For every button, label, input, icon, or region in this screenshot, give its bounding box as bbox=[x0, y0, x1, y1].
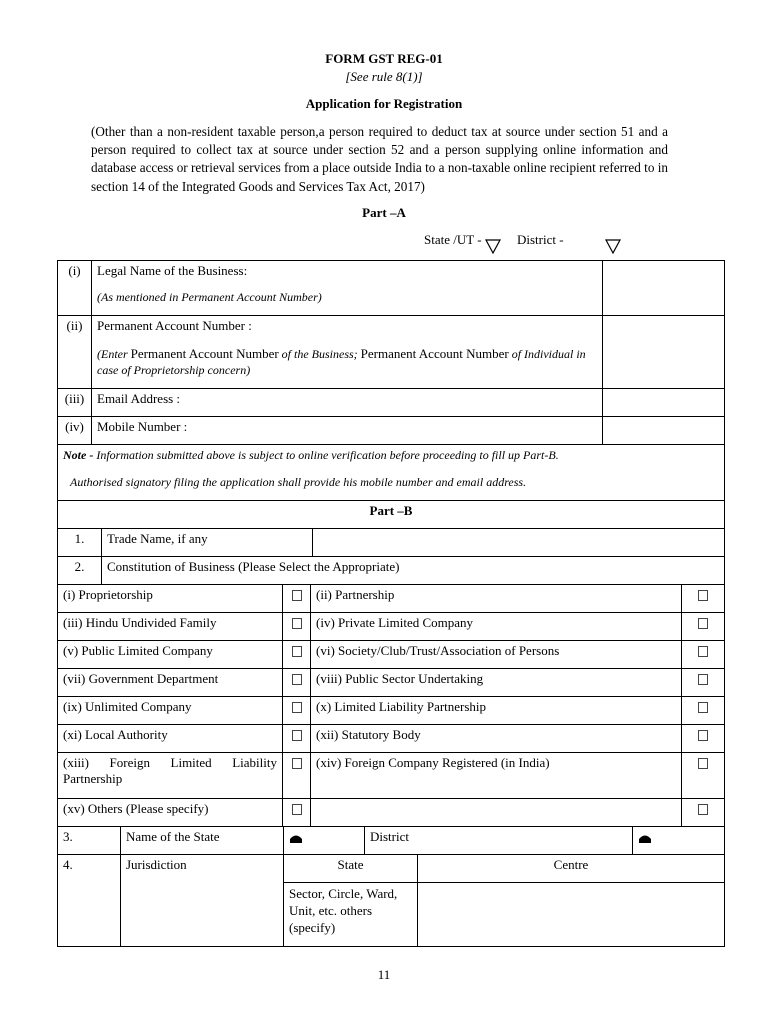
jurisdiction-centre-field[interactable] bbox=[418, 883, 725, 947]
table-row bbox=[58, 855, 725, 883]
checkbox-public-limited[interactable] bbox=[283, 641, 311, 669]
form-title: FORM GST REG-01 bbox=[325, 51, 443, 66]
table-row bbox=[58, 697, 725, 725]
table-row bbox=[58, 501, 725, 529]
table-row bbox=[58, 585, 725, 613]
state-dropdown-icon[interactable] bbox=[485, 238, 501, 254]
table-row bbox=[58, 799, 725, 827]
option-public-limited: (v) Public Limited Company bbox=[58, 641, 283, 669]
table-row bbox=[58, 261, 725, 316]
option-local-authority: (xi) Local Authority bbox=[58, 725, 283, 753]
part-b-heading: Part –B bbox=[58, 501, 725, 529]
district-select[interactable] bbox=[633, 827, 725, 855]
table-row bbox=[58, 316, 725, 389]
option-llp: (x) Limited Liability Partnership bbox=[311, 697, 682, 725]
option-unlimited-company: (ix) Unlimited Company bbox=[58, 697, 283, 725]
checkbox-psu[interactable] bbox=[682, 669, 725, 697]
checkbox-foreign-company[interactable] bbox=[682, 753, 725, 799]
checkbox-others-specify[interactable] bbox=[682, 799, 725, 827]
option-psu: (viii) Public Sector Undertaking bbox=[311, 669, 682, 697]
table-row bbox=[58, 445, 725, 501]
others-specify-field[interactable] bbox=[311, 799, 682, 827]
note-text-2: Authorised signatory filing the application shall provide his mobile number and email address. bbox=[70, 475, 527, 489]
note-text: Information submitted above is subject to online verification before proceeding to fill up Part-B. bbox=[96, 448, 559, 462]
table-row bbox=[58, 613, 725, 641]
row-number: 2. bbox=[58, 557, 102, 585]
table-row bbox=[58, 529, 725, 557]
option-society: (vi) Society/Club/Trust/Association of Persons bbox=[311, 641, 682, 669]
pan-note-part: of the Business; bbox=[281, 347, 358, 361]
jurisdiction-centre-header: Centre bbox=[418, 855, 725, 883]
table-row bbox=[58, 389, 725, 417]
checkbox-partnership[interactable] bbox=[682, 585, 725, 613]
legal-name-note: (As mentioned in Permanent Account Number) bbox=[97, 290, 322, 304]
part-a-table bbox=[57, 260, 725, 501]
mobile-field[interactable] bbox=[603, 417, 725, 445]
option-private-limited: (iv) Private Limited Company bbox=[311, 613, 682, 641]
checkbox-others[interactable] bbox=[283, 799, 311, 827]
option-government-department: (vii) Government Department bbox=[58, 669, 283, 697]
district-dropdown-icon[interactable] bbox=[605, 238, 621, 254]
state-dropdown-icon[interactable] bbox=[289, 832, 303, 844]
checkbox-private-limited[interactable] bbox=[682, 613, 725, 641]
pan-note-part: (Enter bbox=[97, 347, 128, 361]
checkbox-society[interactable] bbox=[682, 641, 725, 669]
checkbox-statutory-body[interactable] bbox=[682, 725, 725, 753]
checkbox-local-authority[interactable] bbox=[283, 725, 311, 753]
jurisdiction-state-header: State bbox=[284, 855, 418, 883]
checkbox-proprietorship[interactable] bbox=[283, 585, 311, 613]
row-number: (iii) bbox=[58, 389, 92, 417]
form-subtitle: Application for Registration bbox=[305, 96, 463, 111]
table-row bbox=[58, 641, 725, 669]
pan-cell bbox=[92, 316, 603, 389]
pan-label: Permanent Account Number : bbox=[97, 318, 252, 333]
legal-name-field[interactable] bbox=[603, 261, 725, 316]
note-label: Note - bbox=[63, 448, 94, 462]
option-statutory-body: (xii) Statutory Body bbox=[311, 725, 682, 753]
row-number: 3. bbox=[58, 827, 121, 855]
email-label: Email Address : bbox=[92, 389, 603, 417]
option-huf: (iii) Hindu Undivided Family bbox=[58, 613, 283, 641]
page-number: 11 bbox=[377, 967, 391, 982]
row-number: 4. bbox=[58, 855, 121, 947]
part-b-table bbox=[57, 500, 725, 585]
row-number: (iv) bbox=[58, 417, 92, 445]
trade-name-label: Trade Name, if any bbox=[102, 529, 313, 557]
pan-note-part: Permanent Account Number bbox=[130, 346, 279, 361]
state-name-label: Name of the State bbox=[121, 827, 284, 855]
note-cell bbox=[58, 445, 725, 501]
mobile-label: Mobile Number : bbox=[92, 417, 603, 445]
district-name-label: District bbox=[365, 827, 633, 855]
note-line bbox=[63, 447, 719, 463]
legal-name-label: Legal Name of the Business: bbox=[97, 263, 248, 278]
row-number: 1. bbox=[58, 529, 102, 557]
row-number: (ii) bbox=[58, 316, 92, 389]
constitution-label: Constitution of Business (Please Select the Appropriate) bbox=[102, 557, 725, 585]
checkbox-foreign-llp[interactable] bbox=[283, 753, 311, 799]
option-foreign-company: (xiv) Foreign Company Registered (in India) bbox=[311, 753, 682, 799]
trade-name-field[interactable] bbox=[313, 529, 725, 557]
table-row bbox=[58, 827, 725, 855]
pan-note bbox=[97, 346, 597, 378]
state-district-table bbox=[57, 826, 725, 855]
district-dropdown-icon[interactable] bbox=[638, 832, 652, 844]
constitution-table bbox=[57, 584, 725, 827]
checkbox-huf[interactable] bbox=[283, 613, 311, 641]
rule-reference: [See rule 8(1)] bbox=[345, 69, 423, 84]
pan-note-part: Permanent Account Number bbox=[360, 346, 509, 361]
jurisdiction-label: Jurisdiction bbox=[121, 855, 284, 947]
state-ut-label: State /UT - bbox=[424, 232, 482, 247]
email-field[interactable] bbox=[603, 389, 725, 417]
state-select[interactable] bbox=[284, 827, 365, 855]
checkbox-unlimited-company[interactable] bbox=[283, 697, 311, 725]
table-row bbox=[58, 725, 725, 753]
jurisdiction-sector-field[interactable]: Sector, Circle, Ward, Unit, etc. others (specify) bbox=[284, 883, 418, 947]
part-a-heading: Part –A bbox=[362, 205, 406, 220]
pan-field[interactable] bbox=[603, 316, 725, 389]
intro-paragraph: (Other than a non-resident taxable person,a person required to deduct tax at source under section 51 and a person required to collect tax at source under section 52 and a person supplying online information and database access or retrieval services from a place outside India to a non-taxable online recipient referred to in section 14 of the Integrated Goods and Services Tax Act, 2017) bbox=[91, 124, 668, 194]
table-row bbox=[58, 417, 725, 445]
checkbox-llp[interactable] bbox=[682, 697, 725, 725]
row-number: (i) bbox=[58, 261, 92, 316]
option-partnership: (ii) Partnership bbox=[311, 585, 682, 613]
option-proprietorship: (i) Proprietorship bbox=[58, 585, 283, 613]
jurisdiction-table bbox=[57, 854, 725, 947]
option-foreign-llp: (xiii) Foreign Limited Liability Partnership bbox=[58, 753, 283, 799]
option-others: (xv) Others (Please specify) bbox=[58, 799, 283, 827]
legal-name-cell bbox=[92, 261, 603, 316]
checkbox-government-department[interactable] bbox=[283, 669, 311, 697]
pan-note-part: of Individual in case of Proprietorship concern) bbox=[97, 347, 586, 377]
table-row bbox=[58, 557, 725, 585]
table-row bbox=[58, 669, 725, 697]
table-row bbox=[58, 753, 725, 799]
district-label: District - bbox=[517, 232, 564, 247]
